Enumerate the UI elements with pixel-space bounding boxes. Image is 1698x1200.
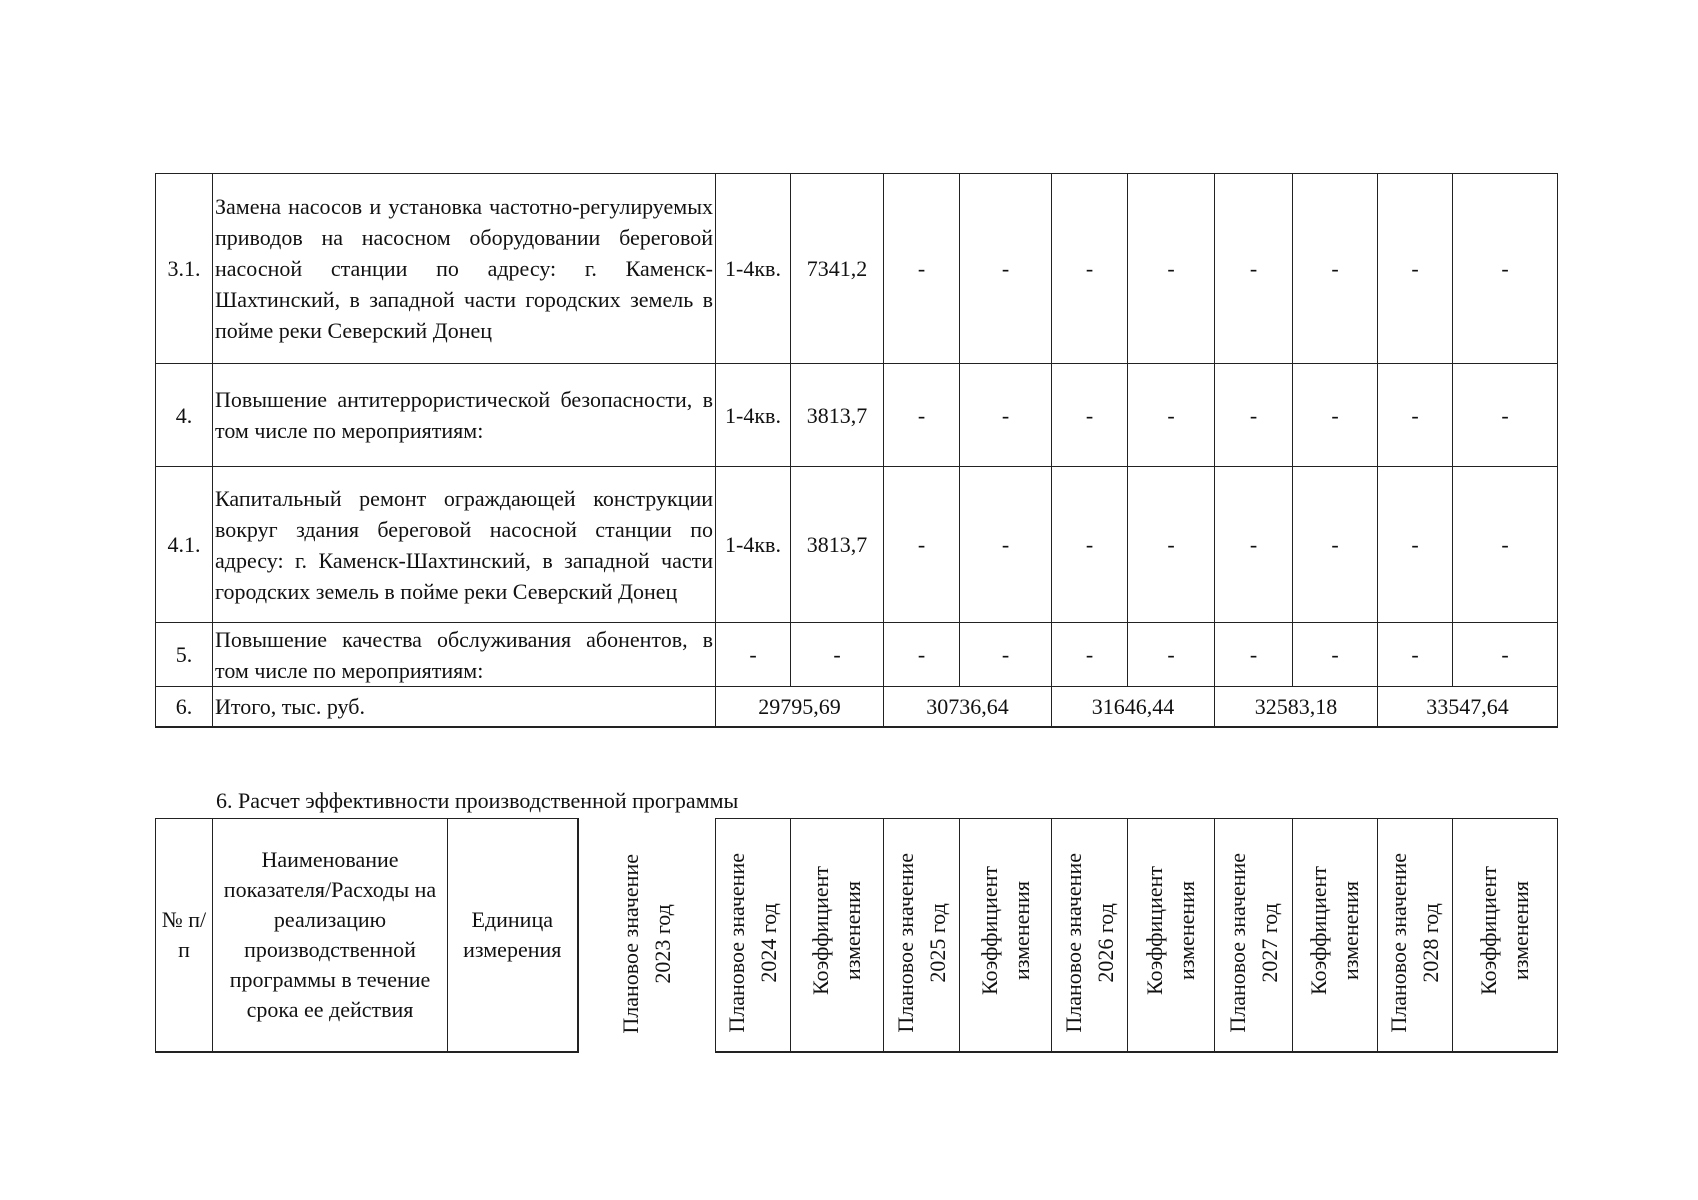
activity-description: Повышение качества обслуживания абонентов, в том числе по мероприятиям: [213, 623, 716, 687]
header-plan-2028 [1378, 819, 1453, 1053]
value-cell: - [1215, 467, 1293, 623]
activities-body [156, 174, 1558, 727]
row-number: 6. [156, 687, 213, 727]
header-label: 2023 год [649, 904, 675, 984]
header-coefficient [1128, 819, 1215, 1053]
table-row [156, 623, 1558, 687]
value-cell: - [960, 174, 1052, 364]
activity-description: Замена насосов и установка частотно-регулируемых приводов на насосном оборудовании береговой насосной станции по адресу: г. Каменск-Шахтинский, в западной части городских земель в пойме реки Северский Донец [213, 174, 716, 364]
header-number: № п/п [156, 819, 213, 1053]
value-cell: - [1293, 467, 1378, 623]
header-label: Коэффициент [1476, 866, 1501, 996]
header-label: Плановое значение [892, 853, 918, 1033]
amount-cell: 7341,2 [791, 174, 884, 364]
total-value: 33547,64 [1378, 687, 1558, 727]
value-cell: - [1293, 174, 1378, 364]
value-cell: - [884, 364, 960, 467]
header-row [156, 819, 1558, 1053]
total-label: Итого, тыс. руб. [213, 687, 716, 727]
value-cell: - [884, 467, 960, 623]
header-plan-2026 [1052, 819, 1128, 1053]
header-label: Плановое значение [724, 853, 749, 1033]
amount-cell: 3813,7 [791, 364, 884, 467]
value-cell: - [1128, 174, 1215, 364]
value-cell: - [960, 623, 1052, 687]
amount-cell: - [791, 623, 884, 687]
value-cell: - [1052, 174, 1128, 364]
period-cell: 1-4кв. [716, 467, 791, 623]
header-label: 2028 год [1418, 903, 1443, 983]
header-label: Плановое значение [1386, 853, 1411, 1033]
header-plan-2023 [578, 819, 716, 1053]
header-plan-2024 [716, 819, 791, 1053]
value-cell: - [1128, 467, 1215, 623]
efficiency-table [155, 818, 1558, 1053]
value-cell: - [1378, 364, 1453, 467]
value-cell: - [1215, 364, 1293, 467]
header-unit: Единица измерения [448, 819, 578, 1053]
value-cell: - [884, 623, 960, 687]
header-label: Коэффициент [808, 866, 833, 996]
table-row [156, 364, 1558, 467]
header-label: 2027 год [1256, 903, 1282, 983]
header-label: Плановое значение [1060, 853, 1086, 1033]
period-cell: 1-4кв. [716, 364, 791, 467]
value-cell: - [1128, 364, 1215, 467]
efficiency-header [156, 819, 1558, 1053]
header-label: Коэффициент [1142, 866, 1167, 996]
header-label: изменения [1338, 881, 1363, 981]
table-row [156, 174, 1558, 364]
period-cell: 1-4кв. [716, 174, 791, 364]
value-cell: - [1215, 174, 1293, 364]
header-label: 2025 год [924, 903, 950, 983]
value-cell: - [1293, 364, 1378, 467]
value-cell: - [960, 364, 1052, 467]
row-number: 4.1. [156, 467, 213, 623]
header-label: изменения [1508, 881, 1533, 981]
value-cell: - [960, 467, 1052, 623]
header-label: изменения [1174, 881, 1199, 981]
section-caption: 6. Расчет эффективности производственной программы [216, 788, 739, 813]
value-cell: - [1378, 467, 1453, 623]
row-number: 5. [156, 623, 213, 687]
header-label: 2024 год [756, 903, 781, 983]
value-cell: - [1052, 467, 1128, 623]
header-coefficient [1293, 819, 1378, 1053]
total-value: 32583,18 [1215, 687, 1378, 727]
header-plan-2027 [1215, 819, 1293, 1053]
total-row [156, 687, 1558, 727]
header-label: Плановое значение [617, 854, 643, 1034]
value-cell: - [1453, 364, 1558, 467]
activity-description: Капитальный ремонт ограждающей конструкции вокруг здания береговой насосной станции по адресу: г. Каменск-Шахтинский, в западной части городских земель в пойме реки Северский Донец [213, 467, 716, 623]
period-cell: - [716, 623, 791, 687]
value-cell: - [1052, 623, 1128, 687]
value-cell: - [1378, 623, 1453, 687]
row-number: 3.1. [156, 174, 213, 364]
header-name: Наименование показателя/Расходы на реализацию производственной программы в течение срока ее действия [213, 819, 448, 1053]
value-cell: - [1453, 623, 1558, 687]
header-label: изменения [1008, 881, 1034, 981]
header-coefficient [791, 819, 884, 1053]
total-value: 31646,44 [1052, 687, 1215, 727]
value-cell: - [1378, 174, 1453, 364]
value-cell: - [1453, 174, 1558, 364]
value-cell: - [1293, 623, 1378, 687]
header-coefficient [960, 819, 1052, 1053]
amount-cell: 3813,7 [791, 467, 884, 623]
total-value: 29795,69 [716, 687, 884, 727]
row-number: 4. [156, 364, 213, 467]
total-value: 30736,64 [884, 687, 1052, 727]
header-label: Коэффициент [976, 866, 1002, 996]
program-activities-table [155, 173, 1558, 728]
header-plan-2025 [884, 819, 960, 1053]
header-label: 2026 год [1092, 903, 1118, 983]
value-cell: - [884, 174, 960, 364]
header-label: изменения [840, 881, 865, 981]
activity-description: Повышение антитеррористической безопасности, в том числе по мероприятиям: [213, 364, 716, 467]
header-label: Коэффициент [1306, 866, 1331, 996]
header-label: Плановое значение [1224, 853, 1250, 1033]
value-cell: - [1128, 623, 1215, 687]
header-coefficient [1453, 819, 1558, 1053]
table-row [156, 467, 1558, 623]
value-cell: - [1453, 467, 1558, 623]
value-cell: - [1215, 623, 1293, 687]
value-cell: - [1052, 364, 1128, 467]
